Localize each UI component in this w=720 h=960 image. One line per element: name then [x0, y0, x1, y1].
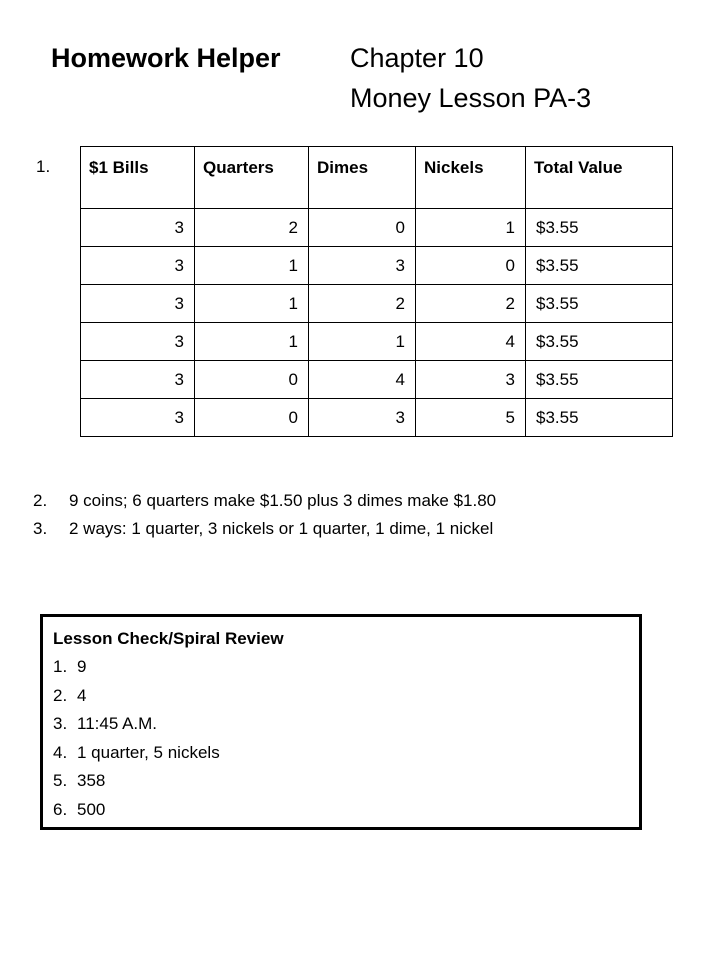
table-cell: 1	[195, 247, 309, 285]
table-cell: 4	[416, 323, 526, 361]
table-cell: 3	[81, 361, 195, 399]
problem-number: 1.	[36, 157, 51, 176]
table-cell: 3	[81, 399, 195, 437]
table-cell: 2	[309, 285, 416, 323]
table-cell: 1	[195, 323, 309, 361]
review-text: 11:45 A.M.	[77, 714, 158, 733]
column-header: Nickels	[416, 147, 526, 209]
review-text: 500	[77, 799, 106, 819]
list-item	[53, 767, 629, 796]
table-cell: 3	[81, 247, 195, 285]
table-cell: $3.55	[526, 285, 673, 323]
table-row	[81, 323, 673, 361]
list-item	[53, 653, 629, 682]
review-text: 358	[77, 771, 106, 790]
table-cell: 1	[416, 209, 526, 247]
table-cell: 0	[309, 209, 416, 247]
table-cell: 2	[416, 285, 526, 323]
answer-number: 3.	[33, 519, 48, 538]
chapter-heading: Chapter 10	[350, 43, 484, 73]
table-cell: 3	[309, 247, 416, 285]
column-header: $1 Bills	[81, 147, 195, 209]
table-cell: 3	[309, 399, 416, 437]
list-item	[33, 515, 496, 543]
table-cell: 0	[195, 399, 309, 437]
table-header-row	[81, 147, 673, 209]
review-text: 1 quarter, 5 nickels	[77, 742, 220, 762]
table-row	[81, 285, 673, 323]
review-number: 1.	[53, 657, 68, 676]
table-cell: $3.55	[526, 361, 673, 399]
table-row	[81, 361, 673, 399]
table-cell: 1	[195, 285, 309, 323]
table-row	[81, 209, 673, 247]
table-cell: 4	[309, 361, 416, 399]
list-item	[53, 739, 629, 768]
list-item	[53, 682, 629, 711]
review-number: 6.	[53, 799, 68, 819]
answer-number: 2.	[33, 491, 48, 510]
review-number: 5.	[53, 771, 68, 790]
review-list	[53, 653, 629, 824]
review-number: 4.	[53, 742, 68, 762]
review-number: 2.	[53, 685, 68, 705]
table-row	[81, 247, 673, 285]
table-cell: $3.55	[526, 323, 673, 361]
table-cell: $3.55	[526, 209, 673, 247]
column-header: Total Value	[526, 147, 673, 209]
column-header: Dimes	[309, 147, 416, 209]
table-cell: 3	[416, 361, 526, 399]
table-cell: 2	[195, 209, 309, 247]
table-cell: 3	[81, 323, 195, 361]
table-cell: 5	[416, 399, 526, 437]
answers-list	[33, 487, 496, 543]
review-title: Lesson Check/Spiral Review	[53, 629, 284, 648]
review-text: 4	[77, 685, 87, 705]
table-cell: 0	[195, 361, 309, 399]
column-header: Quarters	[195, 147, 309, 209]
table-row	[81, 399, 673, 437]
review-text: 9	[77, 657, 87, 676]
list-item	[53, 710, 629, 739]
review-number: 3.	[53, 714, 68, 733]
review-box	[40, 614, 642, 830]
table-cell: 3	[81, 285, 195, 323]
lesson-heading: Money Lesson PA-3	[350, 83, 592, 113]
list-item	[53, 796, 629, 825]
answer-text: 9 coins; 6 quarters make $1.50 plus 3 dimes make $1.80	[69, 491, 497, 510]
table-cell: $3.55	[526, 399, 673, 437]
page-title: Homework Helper	[51, 43, 281, 73]
money-table	[80, 146, 673, 437]
table-cell: 3	[81, 209, 195, 247]
table-cell: 1	[309, 323, 416, 361]
list-item	[33, 487, 496, 515]
table-cell: $3.55	[526, 247, 673, 285]
answer-text: 2 ways: 1 quarter, 3 nickels or 1 quarter, 1 dime, 1 nickel	[69, 519, 494, 538]
table-cell: 0	[416, 247, 526, 285]
